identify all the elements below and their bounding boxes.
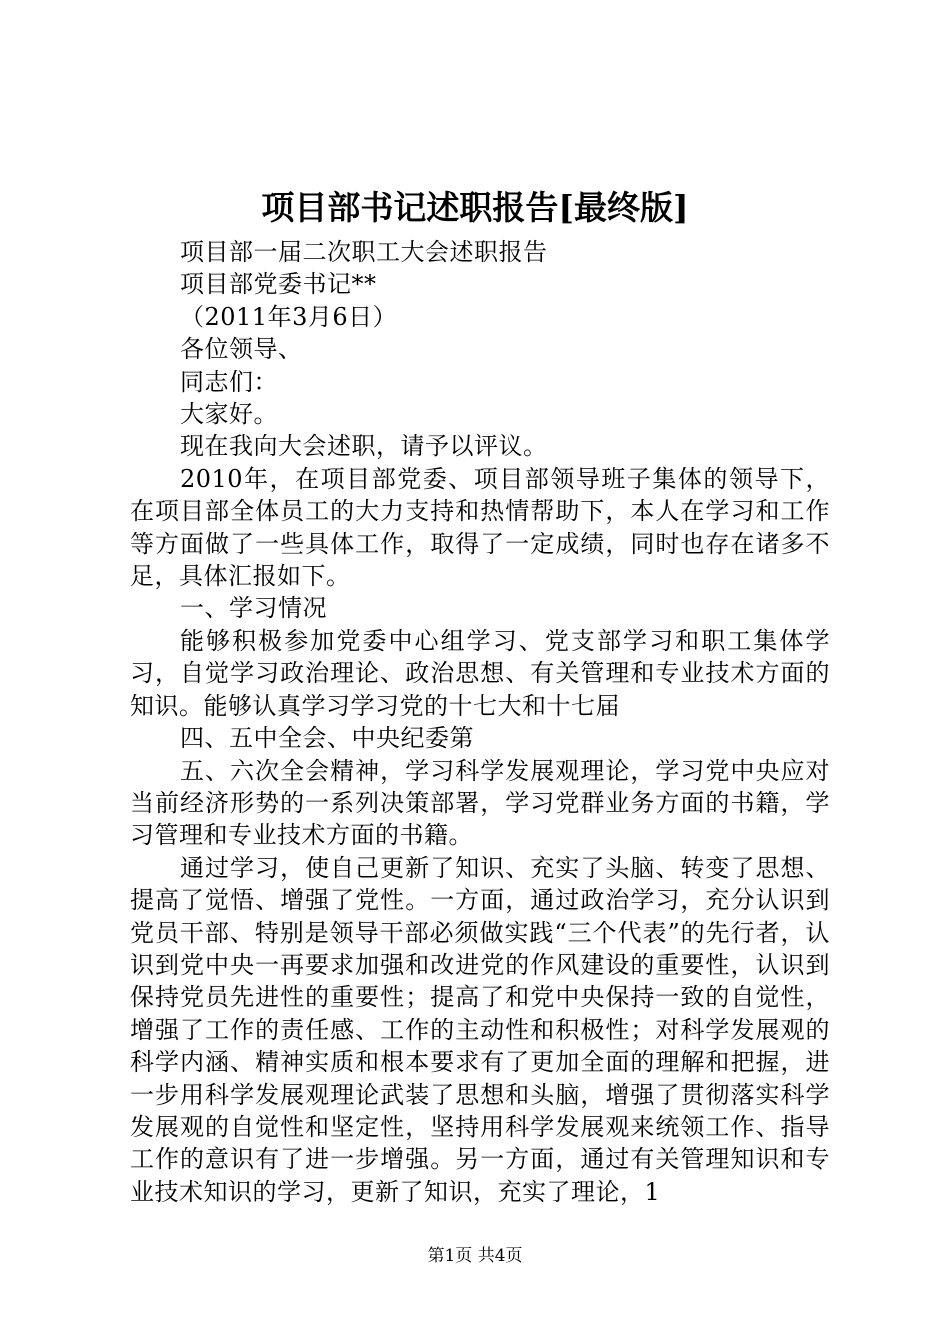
paragraph-study-2: 四、五中全会、中央纪委第 [180, 724, 474, 753]
paragraph-overview: 2010年，在项目部党委、项目部领导班子集体的领导下，在项目部全体员工的大力支持和热情帮助下，本人在学习和工作等方面做了一些具体工作，取得了一定成绩，同时也存在诸多不足，具体汇报如下。 [130, 464, 830, 591]
paragraph-intro: 现在我向大会述职，请予以评议。 [180, 432, 548, 461]
paragraph-date: （2011年3月6日） [180, 302, 398, 331]
paragraph-salutation-leaders: 各位领导、 [180, 335, 303, 364]
section-heading-study: 一、学习情况 [180, 594, 327, 623]
page-footer: 第1页 共4页 [427, 1246, 523, 1266]
document-body [130, 236, 830, 1208]
paragraph-author: 项目部党委书记** [180, 270, 377, 299]
paragraph-salutation-comrades: 同志们： [180, 367, 278, 396]
paragraph-study-results: 通过学习，使自己更新了知识、充实了头脑、转变了思想、提高了觉悟、增强了党性。一方面，通过政治学习，充分认识到党员干部、特别是领导干部必须做实践“三个代表”的先行者，认识到党中央一再要求加强和改进党的作风建设的重要性，认识到保持党员先进性的重要性；提高了和党中央保持一致的自觉性，增强了工作的责任感、工作的主动性和积极性；对科学发展观的科学内涵、精神实质和根本要求有了更加全面的理解和把握，进一步用科学发展观理论武装了思想和头脑，增强了贯彻落实科学发展观的自觉性和坚定性，坚持用科学发展观来统领工作、指导工作的意识有了进一步增强。另一方面，通过有关管理知识和专业技术知识的学习，更新了知识，充实了理论，1 [130, 853, 830, 1206]
paragraph-study-1: 能够积极参加党委中心组学习、党支部学习和职工集体学习，自觉学习政治理论、政治思想、有关管理和专业技术方面的知识。能够认真学习学习党的十七大和十七届 [130, 626, 830, 720]
paragraph-greeting: 大家好。 [180, 400, 278, 429]
paragraph-meeting-name: 项目部一届二次职工大会述职报告 [180, 238, 548, 266]
document-title: 项目部书记述职报告[最终版] [261, 188, 689, 227]
paragraph-study-3: 五、六次全会精神，学习科学发展观理论，学习党中央应对当前经济形势的一系列决策部署，学习党群业务方面的书籍，学习管理和专业技术方面的书籍。 [130, 756, 830, 850]
